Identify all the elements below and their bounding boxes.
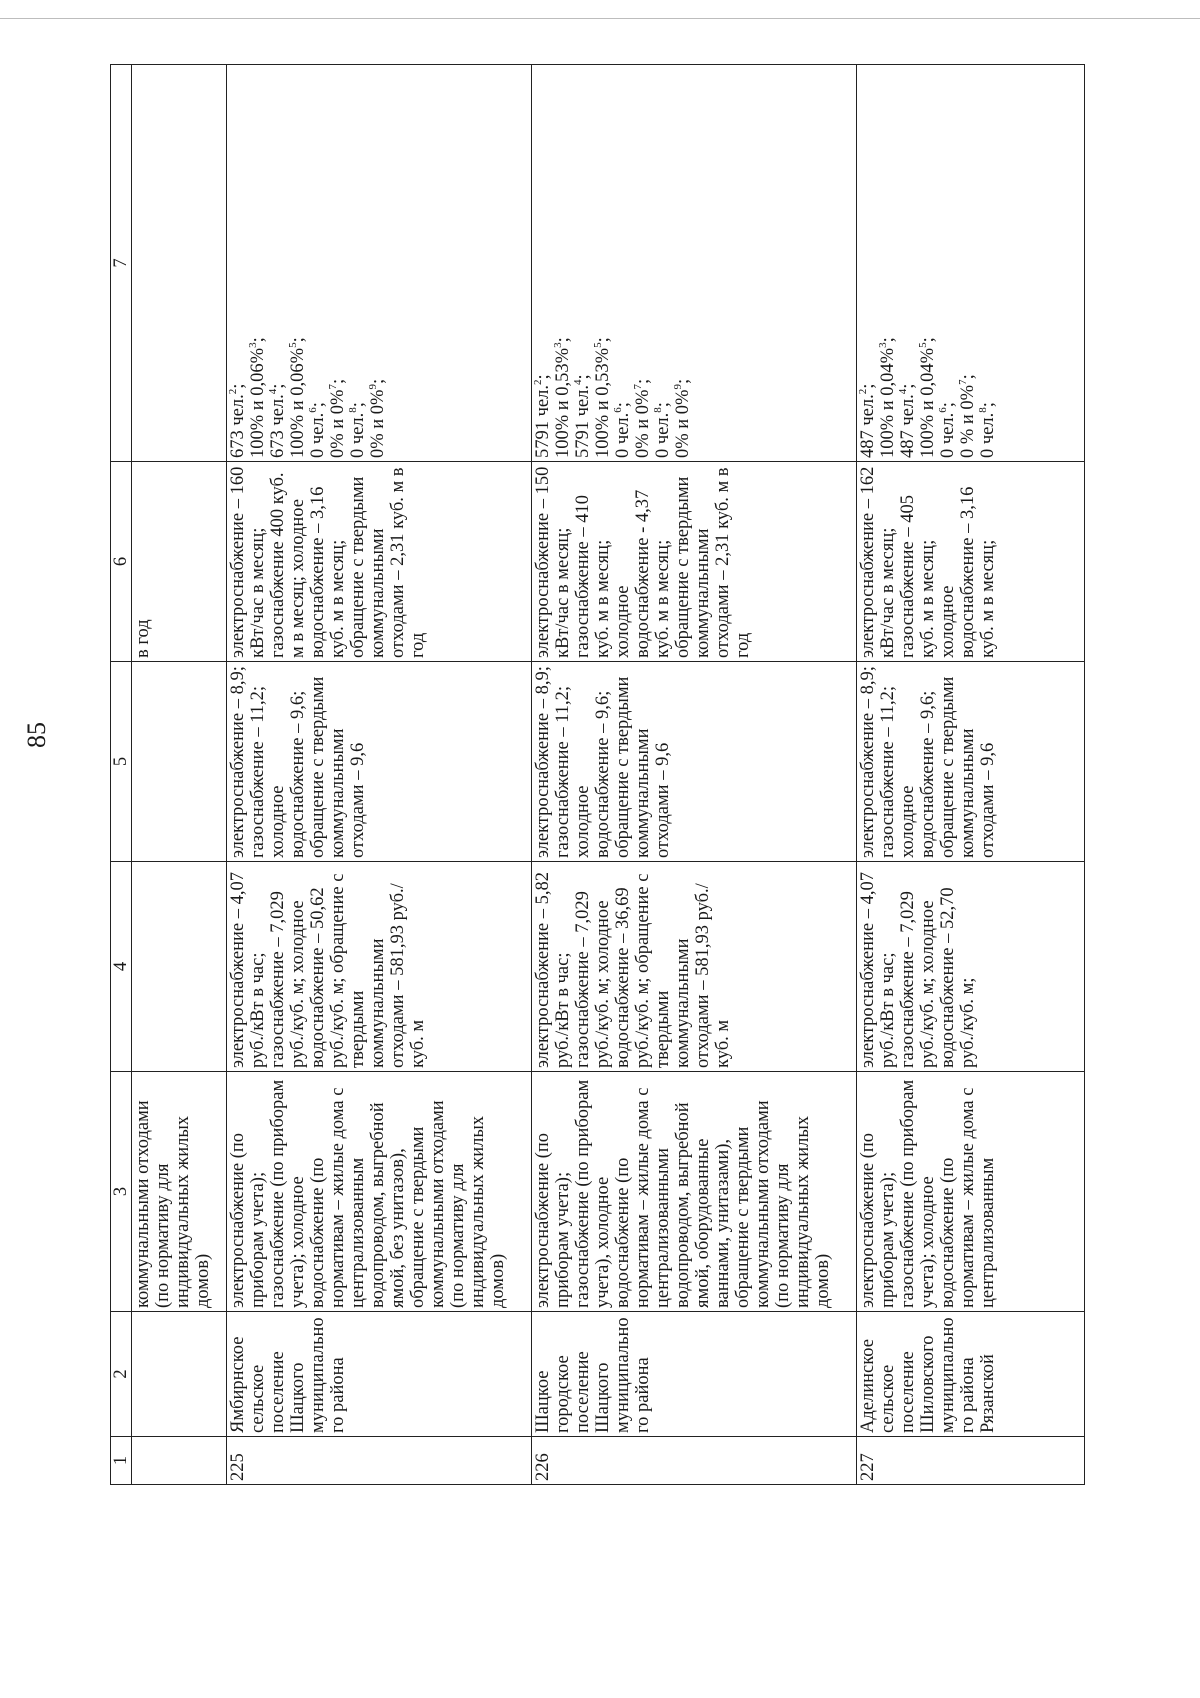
growth-indices: электроснабжение – 8,9; газоснабжение – 11,2; холодное водоснабжение – 9,6; обращение с твердыми коммунальными отходами – 9,6 bbox=[857, 662, 1085, 862]
population-line: 5791 чел.$^4$; bbox=[571, 374, 593, 458]
column-number: 3 bbox=[111, 1072, 132, 1312]
services-basis: электроснабжение (по приборам учета); газоснабжение (по приборам учета); холодное водоснабжение (по нормативам – жилые дома с централизованным bbox=[857, 1072, 1085, 1312]
footnote-ref: 6 bbox=[936, 407, 949, 413]
population-value: 5791 чел. bbox=[573, 385, 593, 458]
population-line: 0 чел.$^8$; bbox=[651, 402, 673, 458]
population-value: 487 чел. bbox=[858, 394, 878, 458]
population-line: 0 % и 0%$^7$; bbox=[956, 374, 978, 458]
population-value: 0 % и 0% bbox=[958, 384, 978, 458]
column-number: 2 bbox=[111, 1312, 132, 1437]
population-line: 100% и 0,06%$^5$; bbox=[286, 337, 308, 458]
consumption-volumes: электроснабжение – 150 кВт/час в месяц; газоснабжение – 410 куб. м в месяц; холодное водоснабжение - 4,37 куб. м в месяц; обращение с твердыми коммунальными отходами – 2,31 куб. м в год bbox=[532, 462, 857, 662]
population-value: 100% и 0,53% bbox=[593, 347, 613, 458]
population-line: 100% и 0,53%$^3$; bbox=[551, 337, 573, 458]
scan-edge-line bbox=[0, 18, 1200, 19]
footnote-ref: 8 bbox=[651, 407, 664, 413]
footnote-ref: 7 bbox=[631, 384, 644, 390]
row-number: 225 bbox=[227, 1437, 532, 1485]
population-value: 0% и 0% bbox=[633, 389, 653, 458]
population-share bbox=[532, 65, 857, 462]
population-line: 0 чел.$^6$; bbox=[306, 402, 328, 458]
population-line: 0% и 0%$^9$; bbox=[671, 378, 693, 458]
consumption-volumes: электроснабжение – 162 кВт/час в месяц; газоснабжение – 405 куб. м в месяц; холодное водоснабжение – 3,16 куб. м в месяц; bbox=[857, 462, 1085, 662]
population-value: 673 чел. bbox=[268, 394, 288, 458]
footnote-ref: 5 bbox=[286, 342, 299, 348]
footnote-ref: 3 bbox=[246, 342, 259, 348]
footnote-ref: 5 bbox=[591, 342, 604, 348]
table-cell bbox=[132, 862, 227, 1072]
population-line: 0 чел.$^8$; bbox=[976, 402, 998, 458]
population-value: 673 чел. bbox=[228, 394, 248, 458]
growth-indices: электроснабжение – 8,9; газоснабжение – 11,2; холодное водоснабжение – 9,6; обращение с твердыми коммунальными отходами – 9,6 bbox=[227, 662, 532, 862]
table-cell bbox=[132, 1437, 227, 1485]
population-line: 0 чел.$^6$; bbox=[611, 402, 633, 458]
growth-indices: электроснабжение – 8,9; газоснабжение – 11,2; холодное водоснабжение – 9,6; обращение с твердыми коммунальными отходами – 9,6 bbox=[532, 662, 857, 862]
footnote-ref: 7 bbox=[956, 379, 969, 385]
tariffs: электроснабжение – 5,82 руб./кВт в час; газоснабжение – 7,029 руб./куб. м; холодное водоснабжение – 36,69 руб./куб. м; обращение с твердыми коммунальными отходами – 581,93 руб./куб. м bbox=[532, 862, 857, 1072]
population-value: 0 чел. bbox=[308, 412, 328, 458]
settlement-name: Ямбирнское сельское поселение Шацкого муниципального района bbox=[227, 1312, 532, 1437]
footnote-ref: 4 bbox=[266, 388, 279, 395]
population-value: 0 чел. bbox=[938, 412, 958, 458]
footnote-ref: 4 bbox=[896, 388, 909, 395]
population-value: 0 чел. bbox=[348, 412, 368, 458]
table-cell bbox=[132, 662, 227, 862]
row-number: 226 bbox=[532, 1437, 857, 1485]
carryover-volumes: в год bbox=[132, 462, 227, 662]
settlement-name: Аделинское сельское поселение Шиловского муниципального района Рязанской bbox=[857, 1312, 1085, 1437]
tariffs: электроснабжение – 4,07 руб./кВт в час; газоснабжение – 7,029 руб./куб. м; холодное водоснабжение – 50,62 руб./куб. м; обращение с твердыми коммунальными отходами – 581,93 руб./куб. м bbox=[227, 862, 532, 1072]
population-line: 0% и 0%$^7$; bbox=[326, 378, 348, 458]
population-share bbox=[227, 65, 532, 462]
population-value: 100% и 0,06% bbox=[248, 347, 268, 458]
population-line: 487 чел.$^2$; bbox=[856, 383, 878, 458]
column-number: 4 bbox=[111, 862, 132, 1072]
carryover-services: коммунальными отходами (по нормативу для индивидуальных жилых домов) bbox=[132, 1072, 227, 1312]
population-line: 0% и 0%$^9$; bbox=[366, 378, 388, 458]
footnote-ref: 7 bbox=[326, 384, 339, 390]
table-cell bbox=[132, 1312, 227, 1437]
population-value: 100% и 0,04% bbox=[878, 347, 898, 458]
population-value: 0% и 0% bbox=[673, 389, 693, 458]
column-number: 6 bbox=[111, 462, 132, 662]
footnote-ref: 6 bbox=[611, 407, 624, 413]
population-line: 0 чел.$^6$; bbox=[936, 402, 958, 458]
footnote-ref: 6 bbox=[306, 407, 319, 413]
carryover-row bbox=[132, 65, 227, 1485]
population-value: 0% и 0% bbox=[368, 389, 388, 458]
footnote-ref: 8 bbox=[976, 407, 989, 413]
population-value: 0 чел. bbox=[653, 412, 673, 458]
population-line: 0% и 0%$^7$; bbox=[631, 378, 653, 458]
rotated-table-frame bbox=[110, 65, 1085, 1485]
table-cell bbox=[132, 65, 227, 462]
population-line: 100% и 0,04%$^3$; bbox=[876, 337, 898, 458]
footnote-ref: 3 bbox=[551, 342, 564, 348]
footnote-ref: 8 bbox=[346, 407, 359, 413]
footnote-ref: 2 bbox=[226, 388, 239, 395]
utilities-table bbox=[110, 64, 1085, 1485]
footnote-ref: 2 bbox=[856, 388, 869, 395]
services-basis: электроснабжение (по приборам учета); газоснабжение (по приборам учета); холодное водоснабжение (по нормативам – жилые дома с централизованным водопроводом, выгребной ямой, без унитазов), обращение с твердыми коммунальными отходами (по нормативу для индивидуальных жилых домов) bbox=[227, 1072, 532, 1312]
row-number: 227 bbox=[857, 1437, 1085, 1485]
footnote-ref: 9 bbox=[366, 384, 379, 390]
population-value: 100% и 0,04% bbox=[918, 347, 938, 458]
population-share bbox=[857, 65, 1085, 462]
footnote-ref: 2 bbox=[531, 379, 544, 385]
footnote-ref: 4 bbox=[571, 379, 584, 385]
population-line: 487 чел.$^4$; bbox=[896, 383, 918, 458]
population-line: 673 чел.$^4$; bbox=[266, 383, 288, 458]
table-row bbox=[857, 65, 1085, 1485]
population-line: 100% и 0,04%$^5$; bbox=[916, 337, 938, 458]
population-line: 673 чел.$^2$; bbox=[226, 383, 248, 458]
column-number: 1 bbox=[111, 1437, 132, 1485]
population-value: 5791 чел. bbox=[533, 385, 553, 458]
population-value: 100% и 0,06% bbox=[288, 347, 308, 458]
population-line: 5791 чел.$^2$; bbox=[531, 374, 553, 458]
table-row bbox=[532, 65, 857, 1485]
table-row bbox=[227, 65, 532, 1485]
column-number: 5 bbox=[111, 662, 132, 862]
population-line: 100% и 0,53%$^5$; bbox=[591, 337, 613, 458]
consumption-volumes: электроснабжение – 160 кВт/час в месяц; газоснабжение 400 куб. м в месяц; холодное водоснабжение – 3,16 куб. м в месяц; обращение с твердыми коммунальными отходами – 2,31 куб. м в год bbox=[227, 462, 532, 662]
column-number-row bbox=[111, 65, 132, 1485]
population-value: 100% и 0,53% bbox=[553, 347, 573, 458]
population-value: 0 чел. bbox=[978, 412, 998, 458]
population-line: 0 чел.$^8$; bbox=[346, 402, 368, 458]
settlement-name: Шацкое городское поселение Шацкого муниципального района bbox=[532, 1312, 857, 1437]
population-line: 100% и 0,06%$^3$; bbox=[246, 337, 268, 458]
services-basis: электроснабжение (по приборам учета); газоснабжение (по приборам учета), холодное водоснабжение (по нормативам – жилые дома с централизованными водопроводом, выгребной ямой, оборудованные ваннами, унитазами), обращение с твердыми коммунальными отходами (по нормативу для индивидуальных жилых домов) bbox=[532, 1072, 857, 1312]
population-value: 0% и 0% bbox=[328, 389, 348, 458]
page-number: 85 bbox=[22, 722, 51, 748]
population-value: 487 чел. bbox=[898, 394, 918, 458]
footnote-ref: 9 bbox=[671, 384, 684, 390]
column-number: 7 bbox=[111, 65, 132, 462]
footnote-ref: 5 bbox=[916, 342, 929, 348]
tariffs: электроснабжение – 4,07 руб./кВт в час; газоснабжение – 7,029 руб./куб. м; холодное водоснабжение – 52,70 руб./куб. м; bbox=[857, 862, 1085, 1072]
population-value: 0 чел. bbox=[613, 412, 633, 458]
footnote-ref: 3 bbox=[876, 342, 889, 348]
